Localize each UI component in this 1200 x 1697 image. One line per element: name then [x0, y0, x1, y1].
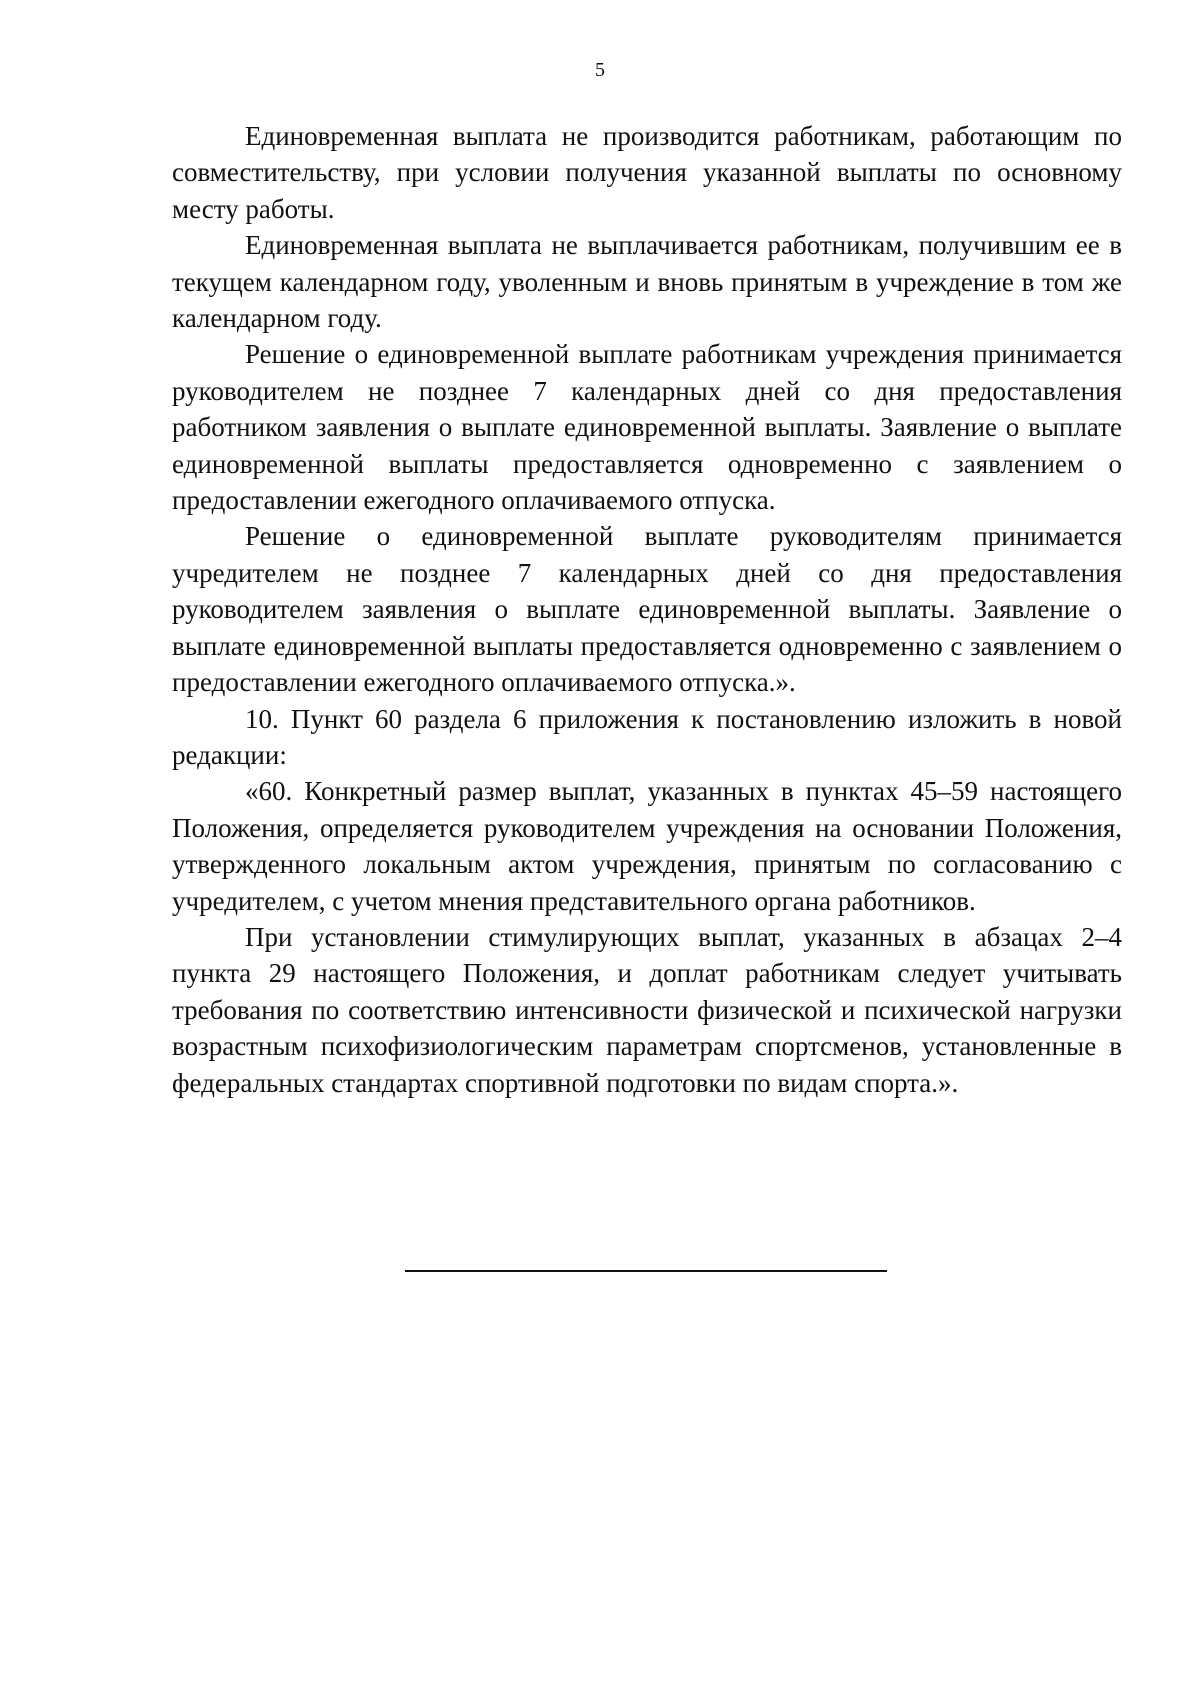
- paragraph-decision-employees: Решение о единовременной выплате работникам учреждения принимается руководителем не позднее 7 календарных дней со дня предоставления работником заявления о выплате единовременной выплаты. Заявление о выплате единовременной выплаты предоставляется одновременно с заявлением о предоставлении ежегодного оплачиваемого отпуска.: [172, 339, 1122, 516]
- paragraph-part-time-exclusion: Единовременная выплата не производится работникам, работающим по совместительству, при условии получения указанной выплаты по основному месту работы.: [172, 121, 1122, 224]
- paragraph-item-60: «60. Конкретный размер выплат, указанных в пунктах 45–59 настоящего Положения, определяется руководителем учреждения на основании Положения, утвержденного локальным актом учреждения, принятым по согласованию с учредителем, с учетом мнения представительного органа работников.: [172, 776, 1122, 916]
- paragraph-incentive-payments: При установлении стимулирующих выплат, указанных в абзацах 2–4 пункта 29 настоящего Положения, и доплат работникам следует учитывать требования по соответствию интенсивности физической и психической нагрузки возрастным психофизиологическим параметрам спортсменов, установленные в федеральных стандартах спортивной подготовки по видам спорта.».: [172, 921, 1122, 1098]
- page-number: 5: [595, 59, 605, 81]
- paragraph-decision-managers: Решение о единовременной выплате руководителям принимается учредителем не позднее 7 календарных дней со дня предоставления руководителем заявления о выплате единовременной выплаты. Заявление о выплате единовременной выплаты предоставляется одновременно с заявлением о предоставлении ежегодного оплачиваемого отпуска.».: [172, 521, 1122, 698]
- paragraph-item-10: 10. Пункт 60 раздела 6 приложения к постановлению изложить в новой редакции:: [172, 703, 1122, 770]
- end-separator-line: [405, 1270, 887, 1272]
- paragraph-annual-limit: Единовременная выплата не выплачивается работникам, получившим ее в текущем календарном году, уволенным и вновь принятым в учреждение в том же календарном году.: [172, 230, 1122, 334]
- document-body: [172, 118, 1122, 1101]
